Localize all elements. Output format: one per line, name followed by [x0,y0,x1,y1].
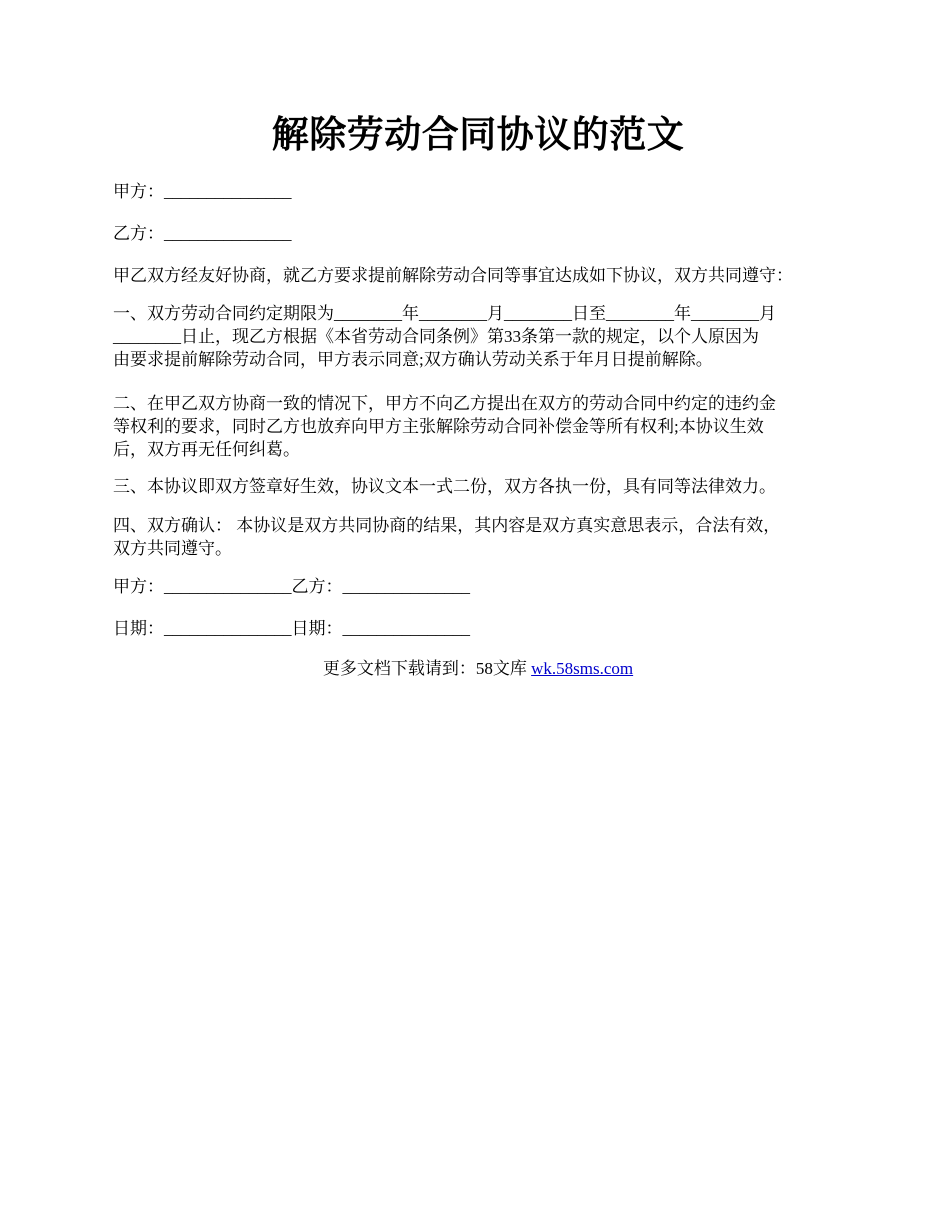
signature-line: 甲方：_______________乙方：_______________ [113,577,470,596]
party-b-field: 乙方：_______________ [113,224,292,243]
intro-paragraph: 甲乙双方经友好协商，就乙方要求提前解除劳动合同等事宜达成如下协议，双方共同遵守： [113,266,793,285]
clause-1-line-3: 由要求提前解除劳动合同，甲方表示同意;双方确认劳动关系于年月日提前解除。 [113,350,713,369]
date-line: 日期：_______________日期：_______________ [113,619,470,638]
clause-1-line-2: ________日止，现乙方根据《本省劳动合同条例》第33条第一款的规定，以个人原因为 [113,327,759,346]
clause-4-line-2: 双方共同遵守。 [113,539,232,558]
footer-text: 更多文档下载请到：58文库 [322,659,532,678]
party-a-field: 甲方：_______________ [113,182,292,201]
footer-link[interactable]: wk.58sms.com [531,659,634,678]
clause-4-line-1: 四、双方确认： 本协议是双方共同协商的结果，其内容是双方真实意思表示，合法有效， [113,516,781,535]
clause-2-line-1: 二、在甲乙双方协商一致的情况下，甲方不向乙方提出在双方的劳动合同中约定的违约金 [113,394,776,413]
footer [113,657,843,680]
clause-1-line-1: 一、双方劳动合同约定期限为________年________月________日至________年________月 [113,304,776,323]
clause-2-line-3: 后，双方再无任何纠葛。 [113,440,300,459]
document-title: 解除劳动合同协议的范文 [271,115,685,156]
clause-1 [113,302,843,371]
clause-3: 三、本协议即双方签章好生效，协议文本一式二份，双方各执一份，具有同等法律效力。 [113,477,776,496]
clause-2 [113,392,843,461]
clause-2-line-2: 等权利的要求，同时乙方也放弃向甲方主张解除劳动合同补偿金等所有权利;本协议生效 [113,417,764,436]
clause-4 [113,514,843,560]
